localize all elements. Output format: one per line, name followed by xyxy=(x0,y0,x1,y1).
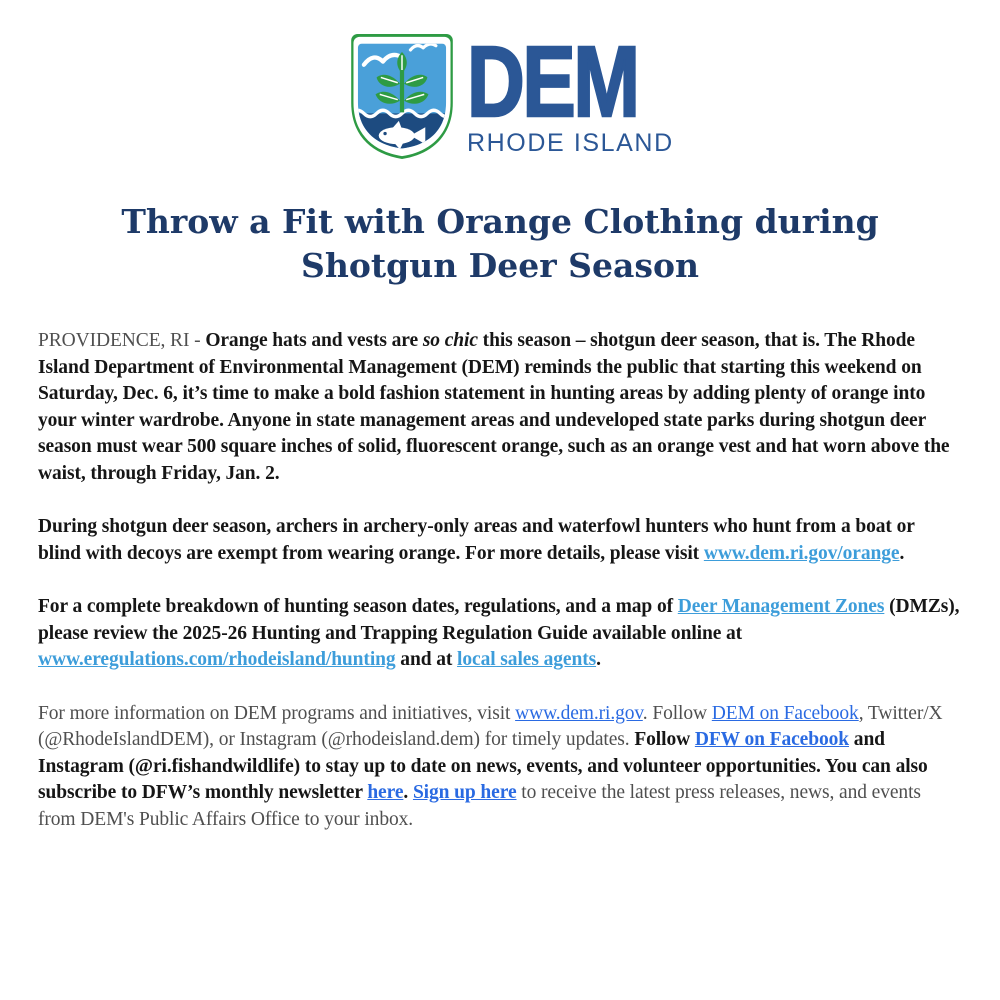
paragraph-1 xyxy=(38,328,962,487)
inline-link[interactable]: www.dem.ri.gov/orange xyxy=(703,542,900,564)
text-run: so chic xyxy=(422,330,478,351)
page-title-line-1: Throw a Fit with Orange Clothing during xyxy=(121,202,879,241)
text-run: to receive the latest press releases, news, and events from DEM's Public Affairs Office to your inbox. xyxy=(38,782,921,830)
text-run: . Follow xyxy=(642,702,712,724)
text-run: During shotgun deer season, archers in archery-only areas and waterfowl hunters who hunt from a boat or blind with decoys are exempt from wearing orange. For more details, please visit xyxy=(38,516,915,564)
text-run: . xyxy=(899,542,905,564)
inline-link[interactable]: here xyxy=(367,782,404,803)
inline-link[interactable]: DEM on Facebook xyxy=(711,702,859,724)
inline-link[interactable]: DFW on Facebook xyxy=(694,729,850,750)
inline-link[interactable]: www.dem.ri.gov xyxy=(515,702,643,724)
text-run: . xyxy=(596,649,601,670)
text-run: this season – shotgun deer season, that is. The Rhode Island Department of Environmental Management (DEM) reminds the public that starting this weekend on Saturday, Dec. 6, it’s time to make a bold fashion statement in hunting areas by adding plenty of orange into your winter wardrobe. Anyone in state management areas and undeveloped state parks during shotgun deer season must wear 500 square inches of solid, fluorescent orange, such as an orange vest and hat worn above the waist, through Friday, Jan. 2. xyxy=(38,330,950,484)
text-run: PROVIDENCE, RI - xyxy=(38,330,206,351)
dem-logo-state: RHODE ISLAND xyxy=(467,129,674,157)
text-run: Orange hats and vests are xyxy=(205,330,423,351)
dem-logo-acronym: DEM xyxy=(467,26,638,138)
text-run: . xyxy=(403,782,413,803)
text-run: and at xyxy=(395,649,458,670)
inline-link[interactable]: www.eregulations.com/rhodeisland/hunting xyxy=(38,649,396,670)
dem-logo-text xyxy=(467,26,674,160)
paragraph-4 xyxy=(38,701,962,834)
text-run: For a complete breakdown of hunting season dates, regulations, and a map of xyxy=(38,596,678,617)
text-run: Follow xyxy=(634,729,695,750)
inline-link[interactable]: Sign up here xyxy=(412,782,517,803)
text-run: and Instagram (@ri.fishandwildlife) to stay up to date on news, events, and volunteer opportunities. You can also subscribe to DFW’s monthly newsletter xyxy=(38,729,928,803)
inline-link[interactable]: Deer Management Zones xyxy=(677,596,885,617)
paragraph-2 xyxy=(38,514,962,567)
text-run: , Twitter/X (@RhodeIslandDEM), or Instagram (@rhodeisland.dem) for timely updates. xyxy=(38,702,943,750)
inline-link[interactable]: local sales agents xyxy=(457,649,597,670)
text-run: (DMZs), please review the 2025-26 Hunting and Trapping Regulation Guide available online at xyxy=(38,596,960,644)
text-run: For more information on DEM programs and initiatives, visit xyxy=(38,702,516,724)
paragraph-3 xyxy=(38,594,962,674)
article-body xyxy=(38,328,962,833)
dem-logo xyxy=(0,0,1000,160)
page-title xyxy=(0,200,1000,288)
dem-shield-icon xyxy=(349,33,455,160)
page-title-line-2: Shotgun Deer Season xyxy=(301,246,699,285)
